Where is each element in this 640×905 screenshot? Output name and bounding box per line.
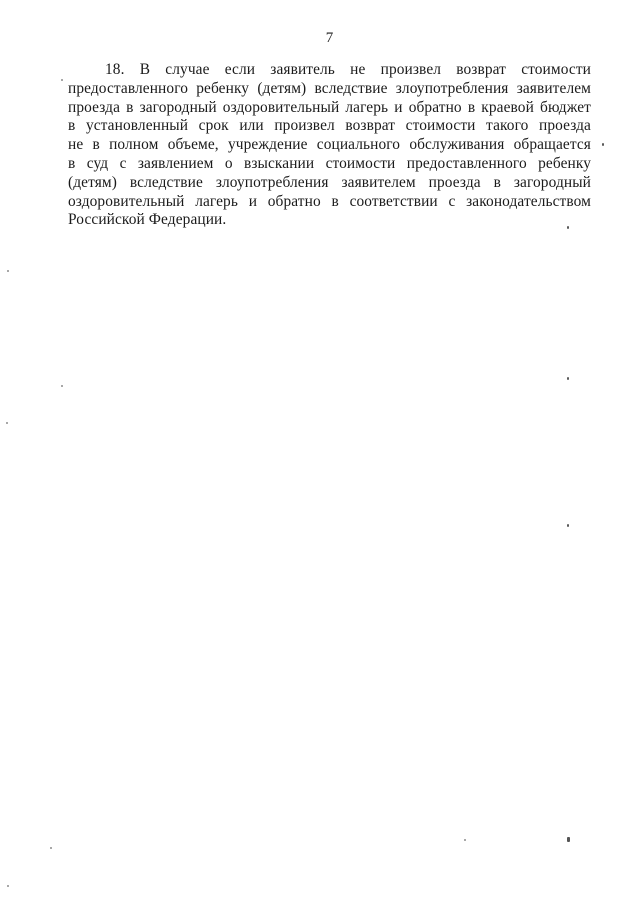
scan-speck — [567, 837, 570, 842]
scan-speck — [602, 143, 604, 146]
paragraph-line: в суд с заявлением о взыскании стоимости предоставленного ребенку — [68, 154, 591, 172]
scan-speck — [61, 79, 63, 81]
paragraph-line: в установленный срок или произвел возврат стоимости такого проезда — [68, 117, 591, 135]
paragraph-line: проезда в загородный оздоровительный лагерь и обратно в краевой бюджет — [68, 98, 591, 116]
scan-speck — [7, 885, 9, 887]
paragraph-line: (детям) вследствие злоупотребления заявителем проезда в загородный — [68, 173, 591, 191]
scan-speck — [567, 377, 569, 380]
paragraph-line: оздоровительный лагерь и обратно в соответствии с законодательством — [68, 192, 591, 210]
page-number: 7 — [325, 30, 334, 46]
scan-speck — [7, 270, 9, 272]
scan-speck — [567, 226, 569, 229]
paragraph-line: Российской Федерации. — [68, 211, 227, 229]
scan-speck — [567, 524, 569, 527]
scan-speck — [61, 385, 63, 387]
scan-speck — [464, 839, 466, 841]
paragraph-item-18 — [68, 61, 591, 230]
paragraph-line: предоставленного ребенку (детям) вследствие злоупотребления заявителем — [68, 79, 591, 97]
scan-speck — [6, 422, 8, 424]
paragraph-line: 18. В случае если заявитель не произвел возврат стоимости — [105, 61, 591, 78]
paragraph-line: не в полном объеме, учреждение социального обслуживания обращается — [68, 136, 591, 154]
scan-speck — [50, 847, 52, 849]
